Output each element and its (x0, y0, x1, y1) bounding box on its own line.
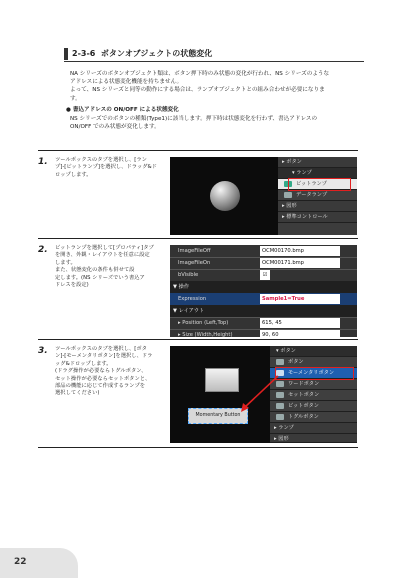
toolbox-item-bit-button[interactable]: ビットボタン (270, 401, 357, 412)
desc-line: 定します。(NS シリーズでいう書込ア (55, 274, 145, 281)
intro-line: す。 (70, 95, 81, 102)
prop-key: ▸ Size (Width,Height) (178, 332, 233, 337)
step-1 (38, 150, 358, 233)
toolbox-item-bit-lamp[interactable]: ビットランプ (278, 179, 357, 190)
prop-key: ▸ Position (Left,Top) (178, 320, 229, 326)
prop-value[interactable]: OCM00170.bmp (260, 246, 340, 256)
prop-value[interactable]: 90, 60 (260, 330, 340, 337)
prop-value[interactable]: 615, 45 (260, 318, 340, 328)
step-number: 2. (38, 245, 48, 255)
momentary-button-object[interactable]: Momentary Button (188, 408, 248, 424)
step-3 (38, 339, 358, 440)
page-number-tab (0, 548, 78, 578)
desc-line: ロップします。 (55, 171, 92, 178)
desc-line: ドレスを設定) (55, 282, 89, 289)
prop-key: bVisible (178, 272, 199, 278)
desc-line: ン]-[モーメンタリボタン]を選択し、ドラ (55, 353, 153, 360)
section-header-bar (64, 48, 68, 60)
prop-key: ImageFileOn (178, 260, 211, 266)
toolbox-item-toggle-button[interactable]: トグルボタン (270, 412, 357, 423)
bottom-rule (38, 447, 358, 448)
section-title: 2-3-6 ボタンオブジェクトの状態変化 (72, 49, 213, 58)
toolbox-item-button[interactable]: ボタン (270, 357, 357, 368)
desc-line: ッグ&ドロップします。 (55, 360, 112, 367)
highlight-box (288, 178, 351, 191)
prop-section-label: ▼ レイアウト (173, 308, 205, 314)
toolbox-item-set-button[interactable]: セットボタン (270, 390, 357, 401)
screenshot-step3 (170, 346, 357, 443)
desc-line: (ドラグ操作が必要ならトグルボタン、 (55, 368, 147, 375)
desc-line: を開き、外観・レイアウトを任意に設定 (55, 252, 150, 259)
desc-line: ツールボックスのタブを選択し、[ラン (55, 157, 147, 163)
prop-key: Expression (178, 296, 207, 302)
toolbox-group-lamp[interactable]: ▾ ランプ (278, 168, 357, 179)
desc-line: セット操作が必要ならセットボタンと、 (55, 375, 151, 382)
toolbox-group-shape[interactable]: ▸ 図形 (270, 434, 357, 443)
desc-line: 選択してください) (55, 390, 100, 397)
screenshot-step1 (170, 157, 357, 235)
step-2 (38, 238, 358, 335)
data-lamp-icon (284, 192, 292, 198)
prop-key: ImageFileOff (178, 248, 211, 254)
prop-row (170, 329, 357, 337)
toolbox-group-standard[interactable]: ▸ 標準コントロール (278, 212, 357, 223)
toolbox-group-shape[interactable]: ▸ 図形 (278, 201, 357, 212)
step-description (55, 157, 157, 179)
toolbox-item-word-button[interactable]: ワードボタン (270, 379, 357, 390)
intro-line: よって、NS シリーズと同等の動作にする場合は、ランプオブジェクトとの組み合わせが必要になりま (70, 87, 325, 94)
subheading: ● 書込アドレスの ON/OFF による状態変化 (66, 107, 179, 113)
subheading-text (70, 115, 317, 131)
prop-section-label: ▼ 操作 (173, 284, 190, 290)
step-description (55, 346, 152, 398)
step-description (55, 245, 154, 289)
desc-line: また、状態変化の条件も併せて設 (55, 267, 135, 274)
step-number: 3. (38, 346, 48, 356)
toolbox-panel (278, 157, 357, 235)
toolbox-item-data-lamp[interactable]: データランプ (278, 190, 357, 201)
step-number: 1. (38, 157, 48, 167)
intro-paragraph (70, 70, 329, 103)
desc-line: プ]-[ビットランプ]を選択し、ドラッグ&ド (55, 164, 157, 171)
checkbox[interactable]: ☑ (260, 270, 270, 280)
toolbox-group-lamp[interactable]: ▸ ランプ (270, 423, 357, 434)
drag-arrow-icon (170, 346, 357, 443)
sub-line: ON/OFF でのみ状態が変化します。 (70, 124, 160, 131)
toolbox-item-momentary-button[interactable]: モーメンタリボタン (270, 368, 357, 379)
bit-lamp-preview (210, 181, 240, 211)
section-header (64, 47, 364, 62)
toolbox-group-button[interactable]: ▸ ボタン (278, 157, 357, 168)
toolbox-group-button[interactable]: ▾ ボタン (270, 346, 357, 357)
page-number: 22 (14, 557, 27, 567)
prop-value[interactable]: OCM00171.bmp (260, 258, 340, 268)
desc-line: します。 (55, 259, 76, 266)
intro-line: NA シリーズのボタンオブジェクト類は、ボタン押下時のみ状態の変化が行われ、NS シリーズのような (70, 71, 330, 77)
prop-value[interactable]: Sample1=True (260, 294, 340, 304)
intro-line: アドレスによる状態変化機能を持ちません。 (70, 79, 183, 86)
sub-line: NS シリーズでのボタンの種類(Type1)に該当します。押下時は状態変化を行わず、書込アドレスの (70, 116, 318, 122)
desc-line: ツールボックスのタブを選択し、[ボタ (55, 346, 147, 352)
screenshot-step2-properties (170, 245, 357, 337)
desc-line: ビットランプを選択して[プロパティ]タブ (55, 245, 154, 251)
desc-line: 部品の機能に応じて作成するランプを (55, 383, 146, 390)
